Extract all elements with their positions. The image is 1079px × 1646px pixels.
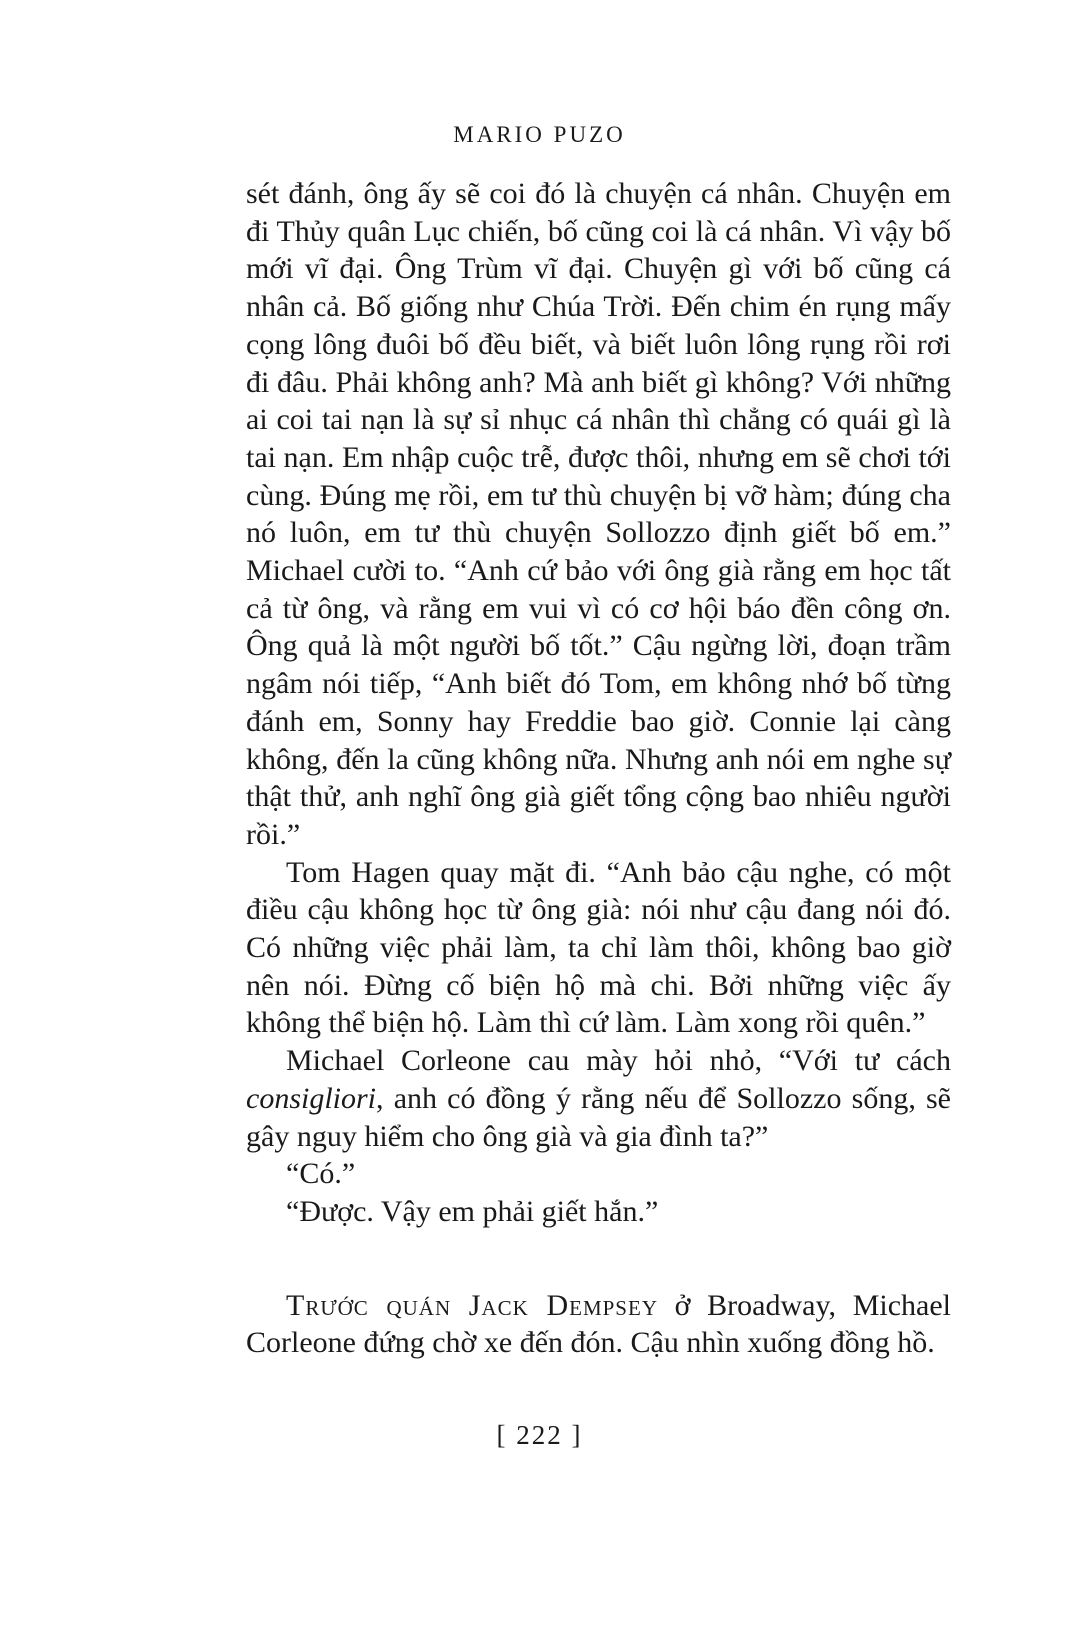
body-paragraph [246, 1042, 951, 1155]
section-opening-paragraph [246, 1287, 951, 1362]
body-paragraph: “Được. Vậy em phải giết hắn.” [286, 1194, 659, 1228]
body-paragraph: “Có.” [286, 1157, 356, 1191]
section-break [246, 1231, 951, 1287]
page-number: [ 222 ] [496, 1420, 583, 1450]
body-text: ở Broadway, Michael Corleone đứng chờ xe đến đón. Cậu nhìn xuống đồng hồ. [246, 1288, 951, 1360]
body-text: Michael Corleone cau mày hỏi nhỏ, “Với tư cách [286, 1044, 951, 1078]
body-paragraph: Tom Hagen quay mặt đi. “Anh bảo cậu nghe, có một điều cậu không học từ ông già: nói như cậu đang nói đó. Có những việc phải làm, ta chỉ làm thôi, không bao giờ nên nói. Đừng cố biện hộ mà chi. Bởi những việc ấy không thể biện hộ. Làm thì cứ làm. Làm xong rồi quên.” [246, 855, 951, 1040]
running-header: MARIO PUZO [453, 122, 626, 147]
italic-term: consigliori [246, 1081, 377, 1115]
page-body [246, 175, 951, 1362]
section-opening-smallcaps: Trước quán Jack Dempsey [286, 1288, 658, 1322]
body-text: , anh có đồng ý rằng nếu để Sollozzo sống, sẽ gây nguy hiểm cho ông già và gia đình ta?” [246, 1081, 951, 1153]
body-paragraph: sét đánh, ông ấy sẽ coi đó là chuyện cá nhân. Chuyện em đi Thủy quân Lục chiến, bố cũng coi là cá nhân. Vì vậy bố mới vĩ đại. Ông Trùm vĩ đại. Chuyện gì với bố cũng cá nhân cả. Bố giống như Chúa Trời. Đến chim én rụng mấy cọng lông đuôi bố đều biết, và biết luôn lông rụng rồi rơi đi đâu. Phải không anh? Mà anh biết gì không? Với những ai coi tai nạn là sự sỉ nhục cá nhân thì chẳng có quái gì là tai nạn. Em nhập cuộc trễ, được thôi, nhưng em sẽ chơi tới cùng. Đúng mẹ rồi, em tư thù chuyện bị vỡ hàm; đúng cha nó luôn, em tư thù chuyện Sollozzo định giết bố em.” Michael cười to. “Anh cứ bảo với ông già rằng em học tất cả từ ông, và rằng em vui vì có cơ hội báo đền công ơn. Ông quả là một người bố tốt.” Cậu ngừng lời, đoạn trầm ngâm nói tiếp, “Anh biết đó Tom, em không nhớ bố từng đánh em, Sonny hay Freddie bao giờ. Connie lại càng không, đến la cũng không nữa. Nhưng anh nói em nghe sự thật thử, anh nghĩ ông già giết tổng cộng bao nhiêu người rồi.” [246, 177, 951, 851]
